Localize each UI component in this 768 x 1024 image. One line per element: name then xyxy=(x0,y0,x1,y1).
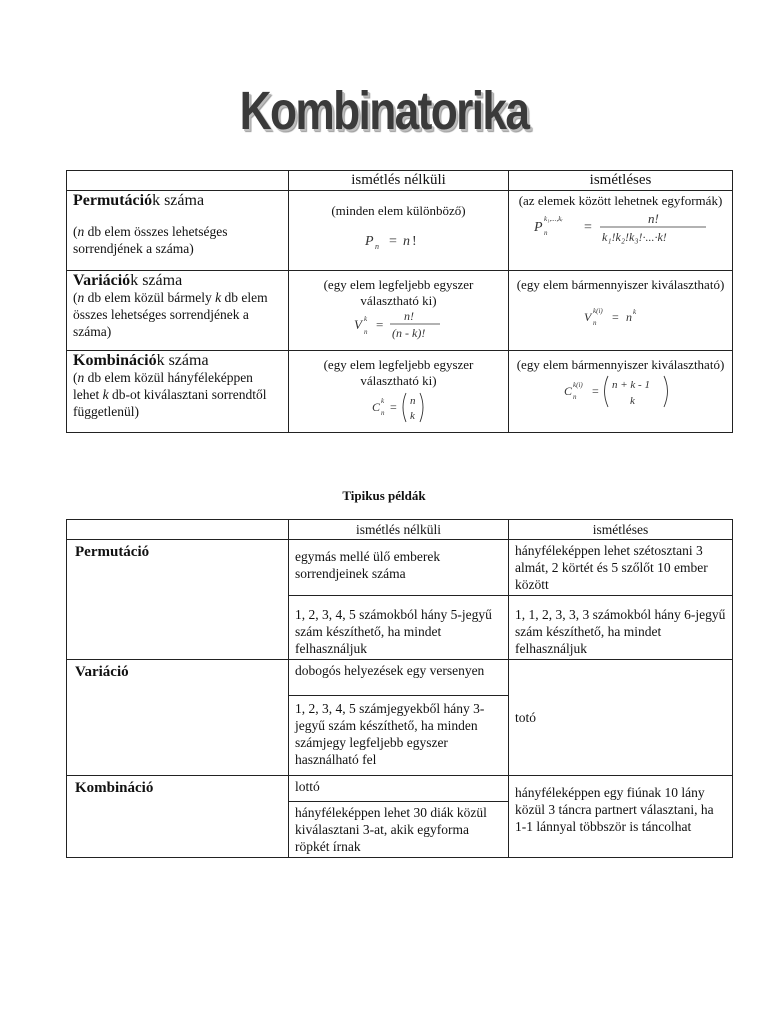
examples-permutation-rep-2: 1, 1, 2, 3, 3, 3 számokból hány 6-jegyű szám készíthető, ha mindet felhasználjuk xyxy=(509,596,733,660)
examples-combination-row-1 xyxy=(67,776,733,802)
header-empty xyxy=(67,171,289,191)
svg-text:n!: n! xyxy=(647,211,659,226)
examples-combination-rep: hányféleképpen egy fiúnak 10 lány közül 3 táncra partnert választani, ha 1-1 lánnyal többször is táncolhat xyxy=(509,776,733,858)
permutation-no-rep-cell xyxy=(289,191,509,271)
svg-text:!: ! xyxy=(411,234,417,249)
svg-text:n: n xyxy=(409,395,415,407)
variation-name-bold: Variáció xyxy=(73,272,131,289)
combination-row xyxy=(67,351,733,433)
variation-rep-formula xyxy=(576,301,666,329)
examples-variation-label: Variáció xyxy=(67,660,289,776)
svg-text:n: n xyxy=(402,234,410,249)
svg-text:P: P xyxy=(364,234,374,249)
svg-text:k: k xyxy=(363,315,367,323)
examples-permutation-row-1 xyxy=(67,540,733,596)
variation-no-rep-cell xyxy=(289,271,509,351)
svg-text:k: k xyxy=(409,410,415,422)
combination-no-rep-note: (egy elem legfeljebb egyszer választható ki) xyxy=(323,357,474,388)
combination-label-cell xyxy=(67,351,289,433)
svg-text:k₁!k₂!k₃!·...·k!: k₁!k₂!k₃!·...·k! xyxy=(601,230,667,244)
svg-text:=: = xyxy=(388,234,397,249)
examples-variation-no-rep-1: dobogós helyezések egy versenyen xyxy=(289,660,509,696)
combination-name-bold: Kombináció xyxy=(73,352,157,369)
combination-name-rest: k száma xyxy=(156,352,209,369)
combination-rep-formula xyxy=(556,373,686,409)
permutation-rep-cell xyxy=(509,191,733,271)
permutation-rep-note: (az elemek között lehetnek egyformák) xyxy=(518,193,723,208)
examples-permutation-label: Permutáció xyxy=(67,540,289,660)
examples-permutation-no-rep-2: 1, 2, 3, 4, 5 számokból hány 5-jegyű szám készíthető, ha mindet felhasználjuk xyxy=(289,596,509,660)
svg-text:n: n xyxy=(625,310,632,324)
variation-description: (n db elem közül bármely k db elem összes lehetséges sorrendjének a száma) xyxy=(73,290,268,339)
header-repetition: ismétléses xyxy=(509,171,733,191)
page-title: Kombinatorika xyxy=(239,81,529,141)
examples-header-no-repetition: ismétlés nélküli xyxy=(289,520,509,540)
permutation-description: (n db elem összes lehetséges sorrendjének a száma) xyxy=(73,224,228,256)
svg-text:n: n xyxy=(363,328,367,336)
header-row xyxy=(67,171,733,191)
svg-text:=: = xyxy=(611,310,619,324)
svg-text:=: = xyxy=(583,220,592,235)
svg-text:=: = xyxy=(591,384,599,398)
examples-variation-no-rep-2: 1, 2, 3, 4, 5 számjegyekből hány 3-jegyű szám készíthető, ha minden számjegy legfeljebb egyszer használható fel xyxy=(289,696,509,776)
combination-rep-note: (egy elem bármennyiszer kiválasztható) xyxy=(516,357,725,372)
formula-table xyxy=(66,170,733,433)
svg-text:=: = xyxy=(375,317,383,332)
permutation-row xyxy=(67,191,733,271)
svg-text:V: V xyxy=(583,310,591,324)
svg-text:n!: n! xyxy=(403,309,414,323)
examples-variation-rep: totó xyxy=(509,660,733,776)
examples-permutation-no-rep-1: egymás mellé ülő emberek sorrendjeinek száma xyxy=(289,540,509,596)
svg-text:P: P xyxy=(533,220,543,235)
examples-combination-no-rep-2: hányféleképpen lehet 30 diák közül kiválasztani 3-at, akik egyforma röpkét írnak xyxy=(289,802,509,858)
permutation-label-cell xyxy=(67,191,289,271)
svg-text:V: V xyxy=(353,317,362,332)
combination-rep-cell xyxy=(509,351,733,433)
examples-variation-row-1 xyxy=(67,660,733,696)
svg-text:n: n xyxy=(592,319,596,327)
examples-header-row xyxy=(67,520,733,540)
svg-text:n + k - 1: n + k - 1 xyxy=(611,379,650,391)
svg-text:k: k xyxy=(629,395,635,407)
combination-no-rep-cell xyxy=(289,351,509,433)
svg-text:C: C xyxy=(371,400,380,414)
combination-formula xyxy=(364,389,434,425)
examples-permutation-rep-1: hányféleképpen lehet szétosztani 3 almát, 2 körtét és 5 szőlőt 10 ember között xyxy=(509,540,733,596)
svg-text:C: C xyxy=(563,384,572,398)
svg-text:n: n xyxy=(374,242,379,251)
variation-label-cell xyxy=(67,271,289,351)
svg-text:=: = xyxy=(389,400,397,414)
examples-subtitle: Tipikus példák xyxy=(342,488,426,503)
svg-text:(n - k)!: (n - k)! xyxy=(391,326,425,340)
permutation-no-rep-note: (minden elem különböző) xyxy=(331,203,466,218)
examples-combination-no-rep-1: lottó xyxy=(289,776,509,802)
svg-text:k(i): k(i) xyxy=(572,381,583,389)
combination-description: (n db elem közül hányféleképpen lehet k db-ot kiválasztani sorrendtől függetlenül) xyxy=(73,370,267,419)
variation-row xyxy=(67,271,733,351)
variation-name-rest: k száma xyxy=(130,272,183,289)
examples-table xyxy=(66,519,733,858)
variation-rep-note: (egy elem bármennyiszer kiválasztható) xyxy=(516,277,725,292)
variation-formula xyxy=(344,309,454,341)
svg-text:k(i): k(i) xyxy=(592,307,603,315)
examples-combination-label: Kombináció xyxy=(67,776,289,858)
svg-text:n: n xyxy=(380,409,384,417)
header-no-repetition: ismétlés nélküli xyxy=(289,171,509,191)
svg-text:k₁,...,kᵣ: k₁,...,kᵣ xyxy=(543,215,563,223)
permutation-rep-formula xyxy=(526,209,716,245)
permutation-name-rest: k száma xyxy=(152,192,205,209)
svg-text:k: k xyxy=(380,397,384,405)
variation-no-rep-note: (egy elem legfeljebb egyszer választható ki) xyxy=(323,277,474,308)
variation-rep-cell xyxy=(509,271,733,351)
svg-text:n: n xyxy=(572,393,576,401)
permutation-formula xyxy=(359,227,439,253)
svg-text:n: n xyxy=(543,229,547,237)
svg-text:k: k xyxy=(632,308,636,316)
examples-header-empty xyxy=(67,520,289,540)
examples-header-repetition: ismétléses xyxy=(509,520,733,540)
permutation-name-bold: Permutáció xyxy=(73,192,153,209)
